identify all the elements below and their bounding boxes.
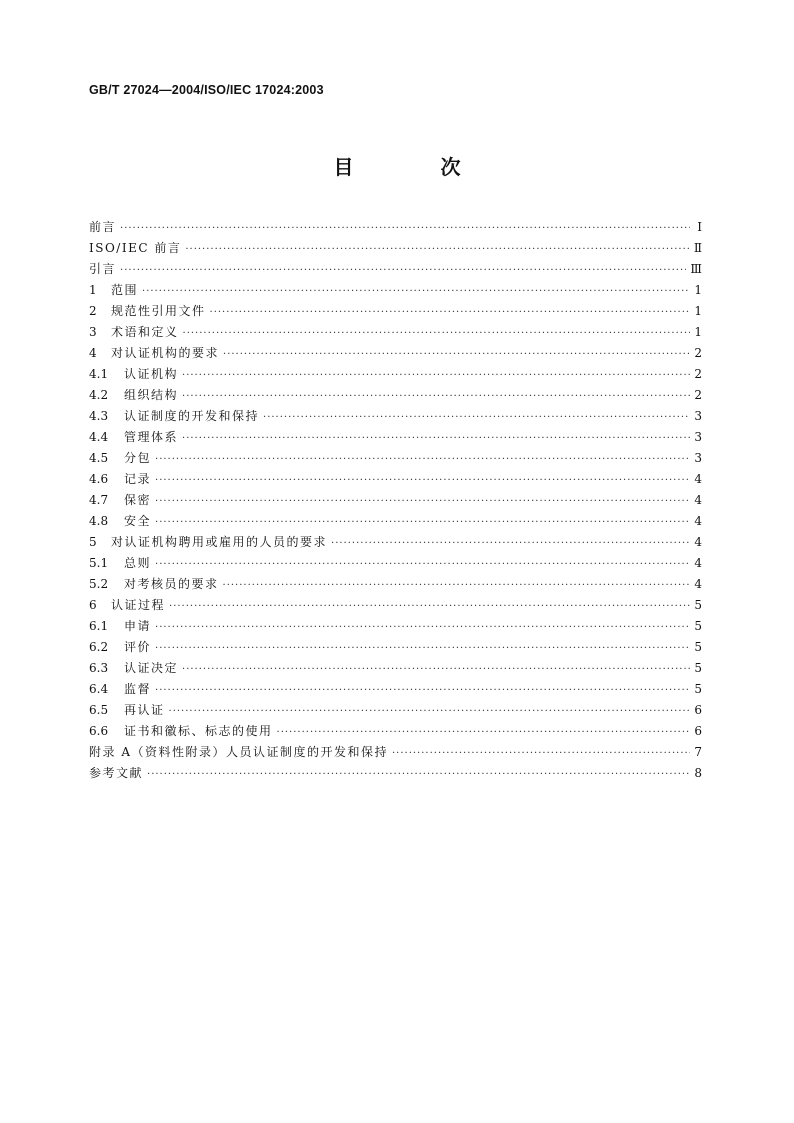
toc-entry-page-number: 4 — [694, 556, 702, 570]
toc-leader-dots — [169, 701, 690, 722]
toc-entry[interactable] — [89, 616, 702, 637]
toc-entry[interactable] — [89, 427, 702, 448]
toc-entry-label: 对认证机构的要求 — [111, 346, 220, 360]
toc-entry-page-number: 5 — [694, 682, 702, 696]
toc-entry-page-number: 4 — [694, 514, 702, 528]
toc-entry-label: 评价 — [124, 640, 152, 654]
toc-entry-label: 再认证 — [124, 703, 165, 717]
toc-entry[interactable] — [89, 658, 702, 679]
toc-entry-number: 3 — [89, 325, 97, 339]
toc-entry-page-number: 3 — [694, 451, 702, 465]
toc-entry-label: 安全 — [124, 514, 152, 528]
toc-entry-number: 6 — [89, 598, 97, 612]
toc-leader-dots — [155, 680, 690, 701]
toc-entry[interactable] — [89, 322, 702, 343]
toc-leader-dots — [183, 323, 690, 344]
toc-entry-label: 记录 — [124, 472, 152, 486]
toc-entry[interactable] — [89, 763, 702, 784]
toc-entry[interactable] — [89, 637, 702, 658]
toc-entry[interactable] — [89, 406, 702, 427]
toc-entry[interactable] — [89, 700, 702, 721]
toc-entry-page-number: 1 — [694, 325, 702, 339]
toc-entry-label: 认证过程 — [111, 598, 166, 612]
toc-entry-label: 参考文献 — [89, 766, 144, 780]
toc-entry-page-number: 5 — [694, 619, 702, 633]
toc-entry[interactable] — [89, 469, 702, 490]
toc-leader-dots — [331, 533, 690, 554]
toc-entry-label: 认证机构 — [124, 367, 179, 381]
toc-entry-label: 申请 — [124, 619, 152, 633]
toc-entry-label: 对认证机构聘用或雇用的人员的要求 — [111, 535, 328, 549]
toc-entry-page-number: 2 — [694, 388, 702, 402]
toc-leader-dots — [182, 386, 690, 407]
toc-entry-label: 对考核员的要求 — [124, 577, 219, 591]
toc-entry-number: 4.6 — [89, 472, 109, 486]
toc-entry-number: 6.3 — [89, 661, 109, 675]
toc-leader-dots — [155, 617, 690, 638]
toc-entry-page-number: 7 — [694, 745, 702, 759]
toc-entry[interactable] — [89, 217, 702, 238]
toc-entry[interactable] — [89, 385, 702, 406]
toc-entry-number: 5.2 — [89, 577, 109, 591]
toc-entry[interactable] — [89, 511, 702, 532]
toc-leader-dots — [155, 638, 690, 659]
toc-entry-page-number: 5 — [694, 598, 702, 612]
toc-leader-dots — [210, 302, 690, 323]
toc-leader-dots — [182, 365, 690, 386]
toc-leader-dots — [155, 491, 690, 512]
toc-leader-dots — [169, 596, 690, 617]
toc-entry[interactable] — [89, 595, 702, 616]
toc-entry-number: 6.4 — [89, 682, 109, 696]
toc-entry-page-number: 2 — [694, 346, 702, 360]
toc-leader-dots — [155, 449, 690, 470]
toc-entry[interactable] — [89, 742, 702, 763]
toc-entry-page-number: 5 — [694, 661, 702, 675]
standard-code-header: GB/T 27024—2004/ISO/IEC 17024:2003 — [89, 83, 324, 97]
toc-entry-label: 证书和徽标、标志的使用 — [124, 724, 273, 738]
toc-leader-dots — [155, 554, 690, 575]
toc-leader-dots — [142, 281, 690, 302]
toc-leader-dots — [147, 764, 690, 785]
toc-entry-page-number: 4 — [694, 472, 702, 486]
toc-entry-number: 4.3 — [89, 409, 109, 423]
toc-leader-dots — [120, 218, 690, 239]
toc-entry-number: 1 — [89, 283, 97, 297]
toc-entry-label: 保密 — [124, 493, 152, 507]
toc-entry-page-number: 3 — [694, 430, 702, 444]
toc-entry-page-number: 4 — [694, 577, 702, 591]
toc-leader-dots — [182, 659, 690, 680]
toc-entry[interactable] — [89, 343, 702, 364]
toc-entry-number: 4 — [89, 346, 97, 360]
toc-entry-number: 5.1 — [89, 556, 109, 570]
toc-leader-dots — [120, 260, 686, 281]
toc-entry-number: 5 — [89, 535, 97, 549]
toc-entry-label: ISO/IEC 前言 — [89, 241, 182, 255]
toc-entry-label: 规范性引用文件 — [111, 304, 206, 318]
toc-entry[interactable] — [89, 553, 702, 574]
toc-entry-page-number: 8 — [694, 766, 702, 780]
toc-entry[interactable] — [89, 448, 702, 469]
toc-entry-number: 4.8 — [89, 514, 109, 528]
toc-entry-number: 4.4 — [89, 430, 109, 444]
toc-entry-number: 6.2 — [89, 640, 109, 654]
toc-entry-page-number: 6 — [694, 724, 702, 738]
toc-entry[interactable] — [89, 679, 702, 700]
toc-entry-label: 监督 — [124, 682, 152, 696]
toc-entry[interactable] — [89, 259, 702, 280]
toc-entry-page-number: Ⅰ — [697, 220, 702, 234]
toc-entry-page-number: 6 — [694, 703, 702, 717]
toc-entry-page-number: 1 — [694, 283, 702, 297]
toc-entry-number: 6.1 — [89, 619, 109, 633]
toc-leader-dots — [182, 428, 690, 449]
toc-entry-number: 6.6 — [89, 724, 109, 738]
toc-entry-label: 引言 — [89, 262, 117, 276]
toc-entry-label: 前言 — [89, 220, 117, 234]
toc-leader-dots — [277, 722, 690, 743]
toc-entry-label: 附录 A（资料性附录）人员认证制度的开发和保持 — [89, 745, 388, 759]
toc-leader-dots — [155, 512, 690, 533]
toc-entry-label: 范围 — [111, 283, 139, 297]
toc-entry-page-number: 2 — [694, 367, 702, 381]
toc-entry-label: 认证制度的开发和保持 — [124, 409, 260, 423]
page-title: 目 次 — [333, 155, 501, 179]
toc-entry[interactable] — [89, 280, 702, 301]
toc-entry-number: 4.5 — [89, 451, 109, 465]
toc-leader-dots — [223, 344, 690, 365]
toc-entry-label: 术语和定义 — [111, 325, 179, 339]
toc-entry[interactable] — [89, 532, 702, 553]
toc-entry-number: 4.1 — [89, 367, 109, 381]
toc-leader-dots — [223, 575, 690, 596]
toc-entry-page-number: 3 — [694, 409, 702, 423]
toc-entry[interactable] — [89, 574, 702, 595]
toc-leader-dots — [155, 470, 690, 491]
toc-entry-label: 总则 — [124, 556, 152, 570]
toc-entry-page-number: 4 — [694, 493, 702, 507]
toc-entry-page-number: 1 — [694, 304, 702, 318]
toc-leader-dots — [263, 407, 690, 428]
toc-entry-label: 组织结构 — [124, 388, 179, 402]
table-of-contents — [89, 217, 702, 784]
toc-entry[interactable] — [89, 721, 702, 742]
toc-entry-page-number: 4 — [694, 535, 702, 549]
toc-entry-number: 2 — [89, 304, 97, 318]
toc-entry-number: 4.2 — [89, 388, 109, 402]
toc-entry-number: 4.7 — [89, 493, 109, 507]
toc-leader-dots — [185, 239, 690, 260]
toc-entry[interactable] — [89, 490, 702, 511]
toc-entry-page-number: Ⅱ — [693, 241, 702, 255]
toc-entry-page-number: 5 — [694, 640, 702, 654]
toc-entry-number: 6.5 — [89, 703, 109, 717]
toc-entry-label: 分包 — [124, 451, 152, 465]
toc-entry[interactable] — [89, 301, 702, 322]
toc-entry-label: 认证决定 — [124, 661, 179, 675]
toc-entry[interactable] — [89, 364, 702, 385]
toc-entry[interactable] — [89, 238, 702, 259]
toc-entry-label: 管理体系 — [124, 430, 179, 444]
toc-leader-dots — [392, 743, 690, 764]
toc-entry-page-number: Ⅲ — [690, 262, 702, 276]
